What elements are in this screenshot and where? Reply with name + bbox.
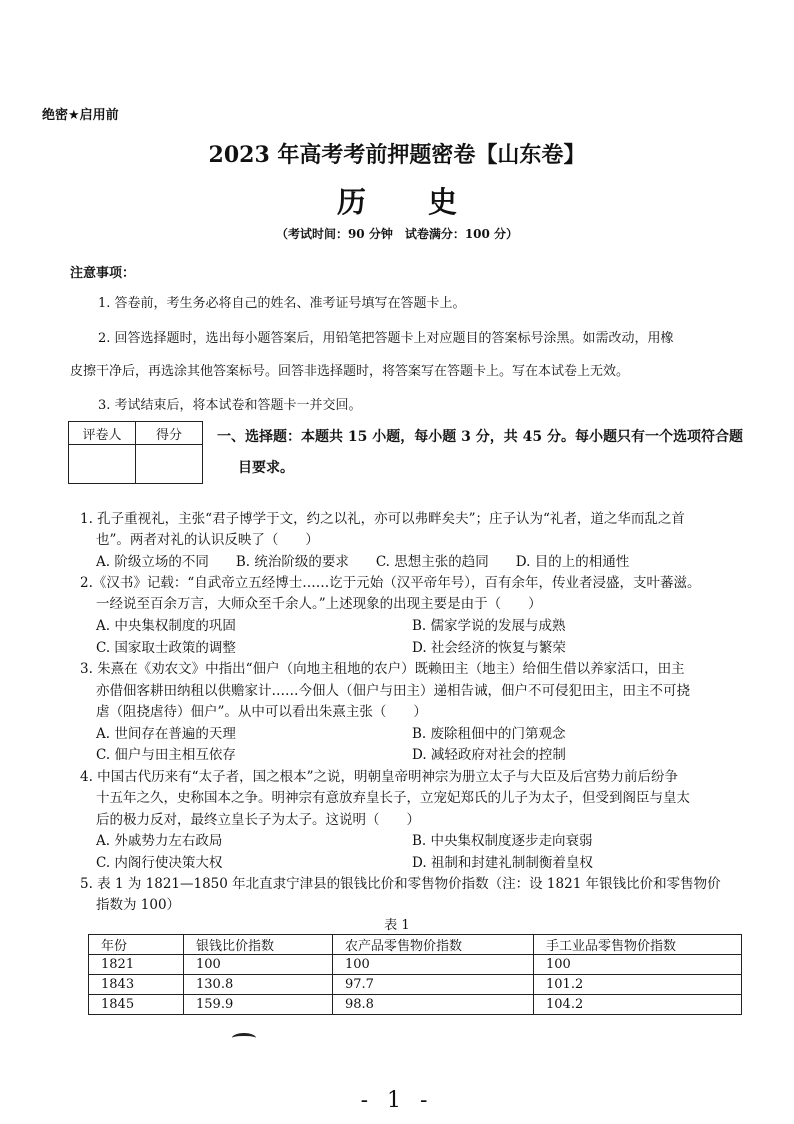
question-4-option-a: A. 外戚势力左右政局 (96, 833, 223, 849)
question-3-stem: 3. 朱熹在《劝农文》中指出“佃户（向地主租地的农户）既赖田主（地主）给佃生借以养家活口，田主 (80, 661, 685, 677)
question-2-stem: 2.《汉书》记载：“自武帝立五经博士……讫于元始（汉平帝年号），百有余年，传业者浸盛，支叶蕃滋。 (80, 575, 701, 591)
table-cell: 98.8 (333, 995, 534, 1015)
table-cell: 104.2 (534, 995, 742, 1015)
question-2-option-a: A. 中央集权制度的巩固 (96, 618, 236, 634)
question-2-option-c: C. 国家取士政策的调整 (96, 640, 236, 656)
table-cell: 159.9 (184, 995, 333, 1015)
scan-artifact-mark (232, 1033, 256, 1043)
score-header: 得分 (136, 422, 203, 445)
table-row (89, 995, 742, 1015)
table-cell: 100 (333, 955, 534, 975)
table-header-cell: 农产品零售物价指数 (333, 935, 534, 955)
page-number: - 1 - (360, 1088, 434, 1113)
question-3-option-a: A. 世间存在普遍的天理 (96, 726, 236, 742)
exam-info: （考试时间：90 分钟 试卷满分：100 分） (275, 227, 519, 241)
question-5-stem: 5. 表 1 为 1821—1850 年北直隶宁津县的银钱比价和零售物价指数（注：设 1821 年银钱比价和零售物价 (80, 876, 721, 892)
score-cell (136, 445, 203, 484)
note-item-continued: 皮擦干净后，再选涂其他答案标号。回答非选择题时，将答案写在答题卡上。写在本试卷上无效。 (70, 364, 630, 379)
price-index-table (88, 934, 742, 1015)
question-4-option-b: B. 中央集权制度逐步走向衰弱 (412, 833, 593, 849)
question-1-options: A. 阶级立场的不同 B. 统治阶级的要求 C. 思想主张的趋同 D. 目的上的相通性 (96, 554, 630, 570)
question-4-option-d: D. 祖制和封建礼制制衡着皇权 (412, 855, 593, 871)
table-cell: 1821 (89, 955, 184, 975)
table-cell: 97.7 (333, 975, 534, 995)
confidential-label: 绝密★启用前 (42, 108, 119, 123)
question-4-stem-cont: 十五年之久，史称国本之争。明神宗有意放弃皇长子，立宠妃郑氏的儿子为太子，但受到阁臣与皇太 (96, 790, 690, 806)
question-3-option-c: C. 佃户与田主相互依存 (96, 747, 236, 763)
question-3-option-d: D. 减轻政府对社会的控制 (412, 747, 566, 763)
section-heading: 一、选择题：本题共 15 小题，每小题 3 分，共 45 分。每小题只有一个选项符合题 (217, 429, 743, 445)
table-cell: 101.2 (534, 975, 742, 995)
question-5-stem-cont: 指数为 100） (96, 897, 181, 913)
question-3-stem-cont: 虐（阻挠虐待）佃户”。从中可以看出朱熹主张（ ） (96, 704, 427, 720)
grader-cell (69, 445, 136, 484)
table-header-cell: 银钱比价指数 (184, 935, 333, 955)
question-1-stem-cont: 也”。两者对礼的认识反映了（ ） (96, 532, 319, 548)
question-2-option-b: B. 儒家学说的发展与成熟 (412, 618, 566, 634)
table-cell: 130.8 (184, 975, 333, 995)
table-header-cell: 手工业品零售物价指数 (534, 935, 742, 955)
table-cell: 1843 (89, 975, 184, 995)
note-item: 2. 回答选择题时，选出每小题答案后，用铅笔把答题卡上对应题目的答案标号涂黑。如需改动，用橡 (98, 331, 674, 346)
exam-title: 2023 年高考考前押题密卷【山东卷】 (208, 142, 586, 168)
question-4-option-c: C. 内阁行使决策大权 (96, 855, 223, 871)
question-3-option-b: B. 废除租佃中的门第观念 (412, 726, 566, 742)
table-row (89, 955, 742, 975)
question-4-stem-cont: 后的极力反对，最终立皇长子为太子。这说明（ ） (96, 812, 420, 828)
question-2-option-d: D. 社会经济的恢复与繁荣 (412, 640, 566, 656)
note-item: 1. 答卷前，考生务必将自己的姓名、准考证号填写在答题卡上。 (98, 296, 466, 311)
table-caption: 表 1 (384, 918, 410, 933)
note-item: 3. 考试结束后，将本试卷和答题卡一并交回。 (98, 398, 362, 413)
subject-title: 历 史 (336, 185, 484, 219)
notes-heading: 注意事项： (70, 266, 136, 281)
question-2-stem-cont: 一经说至百余万言，大师众至千余人。”上述现象的出现主要是由于（ ） (96, 596, 542, 612)
table-cell: 100 (534, 955, 742, 975)
table-cell: 1845 (89, 995, 184, 1015)
score-box (68, 421, 203, 484)
question-3-stem-cont: 亦借佃客耕田纳租以供赡家计……今佃人（佃户与田主）递相告诫，佃户不可侵犯田主，田主不可挠 (96, 683, 690, 699)
question-1-stem: 1. 孔子重视礼，主张“君子博学于文，约之以礼，亦可以弗畔矣夫”；庄子认为“礼者，道之华而乱之首 (80, 511, 685, 527)
section-heading-continued: 目要求。 (238, 460, 294, 476)
table-header-row (89, 935, 742, 955)
table-row (89, 975, 742, 995)
table-header-cell: 年份 (89, 935, 184, 955)
grader-header: 评卷人 (69, 422, 136, 445)
table-cell: 100 (184, 955, 333, 975)
question-4-stem: 4. 中国古代历来有“太子者，国之根本”之说，明朝皇帝明神宗为册立太子与大臣及后宫势力前后纷争 (80, 769, 678, 785)
